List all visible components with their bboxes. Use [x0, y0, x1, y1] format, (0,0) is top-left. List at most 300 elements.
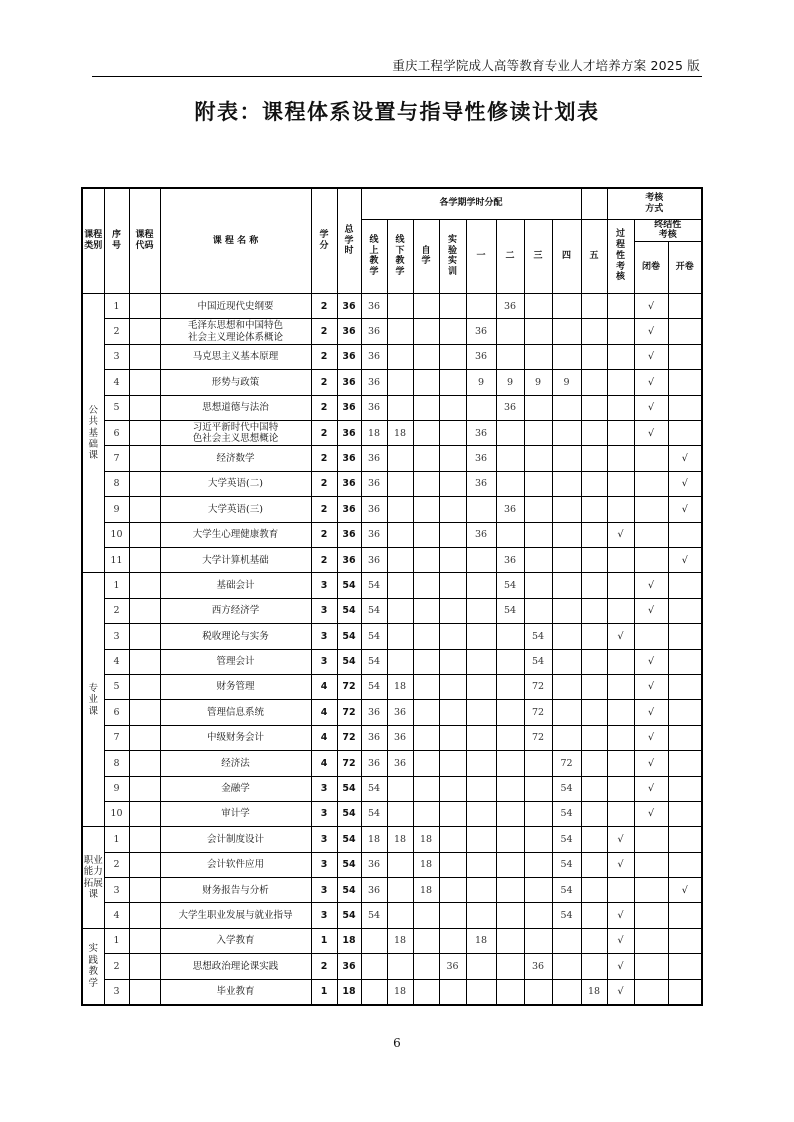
self-cell	[413, 319, 439, 344]
open-cell	[668, 700, 702, 725]
online-cell: 54	[361, 674, 387, 699]
offline-cell	[387, 446, 413, 471]
closed-cell: √	[634, 674, 668, 699]
total-hours-cell: 36	[337, 522, 361, 547]
offline-cell: 36	[387, 751, 413, 776]
course-name-cell: 大学生职业发展与就业指导	[160, 903, 311, 928]
lab-cell	[439, 776, 466, 801]
sem4-cell	[552, 421, 581, 446]
total-hours-cell: 54	[337, 801, 361, 826]
self-cell	[413, 294, 439, 319]
self-cell	[413, 344, 439, 369]
sem1-cell: 36	[466, 522, 496, 547]
open-cell	[668, 776, 702, 801]
credits-cell: 4	[311, 751, 337, 776]
total-hours-cell: 36	[337, 497, 361, 522]
lab-cell	[439, 878, 466, 903]
sem5-cell	[581, 725, 607, 750]
table-row	[82, 725, 702, 750]
col-online	[361, 219, 387, 294]
lab-cell	[439, 674, 466, 699]
credits-cell: 2	[311, 344, 337, 369]
course-plan-table	[81, 187, 703, 1006]
code-cell	[129, 878, 160, 903]
process-cell	[607, 421, 634, 446]
sem1-cell: 18	[466, 928, 496, 953]
credits-cell: 2	[311, 954, 337, 979]
offline-cell	[387, 598, 413, 623]
offline-cell	[387, 344, 413, 369]
open-cell	[668, 751, 702, 776]
sem1-cell	[466, 497, 496, 522]
total-hours-cell: 72	[337, 751, 361, 776]
course-name-cell: 大学英语(三)	[160, 497, 311, 522]
code-cell	[129, 395, 160, 420]
credits-cell: 3	[311, 801, 337, 826]
seq-cell: 7	[104, 725, 129, 750]
process-cell	[607, 751, 634, 776]
code-cell	[129, 776, 160, 801]
open-cell: √	[668, 471, 702, 496]
table-row	[82, 649, 702, 674]
col-online-label: 线 上 教 学	[369, 234, 379, 278]
seq-cell: 8	[104, 471, 129, 496]
sem3-cell	[524, 903, 552, 928]
closed-cell: √	[634, 319, 668, 344]
sem2-cell	[496, 471, 524, 496]
open-cell	[668, 344, 702, 369]
sem1-cell	[466, 674, 496, 699]
sem4-cell	[552, 624, 581, 649]
sem3-cell	[524, 751, 552, 776]
credits-cell: 3	[311, 573, 337, 598]
table-row	[82, 852, 702, 877]
col-sem4: 四	[552, 219, 581, 294]
credits-cell: 3	[311, 776, 337, 801]
sem1-cell	[466, 979, 496, 1004]
sem1-cell: 36	[466, 344, 496, 369]
code-cell	[129, 827, 160, 852]
sem1-cell	[466, 294, 496, 319]
sem2-cell	[496, 979, 524, 1004]
closed-cell	[634, 471, 668, 496]
course-name-cell: 习近平新时代中国特 色社会主义思想概论	[160, 421, 311, 446]
sem5-cell	[581, 598, 607, 623]
category-cell: 职业 能力 拓展 课	[82, 827, 104, 929]
closed-cell	[634, 446, 668, 471]
col-process	[607, 219, 634, 294]
lab-cell	[439, 903, 466, 928]
col-lab	[439, 219, 466, 294]
self-cell	[413, 751, 439, 776]
process-cell	[607, 395, 634, 420]
sem4-cell	[552, 598, 581, 623]
table-row	[82, 446, 702, 471]
seq-cell: 11	[104, 548, 129, 573]
process-cell: √	[607, 903, 634, 928]
sem4-cell: 54	[552, 852, 581, 877]
online-cell: 36	[361, 852, 387, 877]
online-cell: 36	[361, 497, 387, 522]
lab-cell	[439, 395, 466, 420]
col-assessment	[607, 188, 702, 219]
online-cell: 36	[361, 522, 387, 547]
sem1-cell	[466, 725, 496, 750]
online-cell: 18	[361, 421, 387, 446]
offline-cell	[387, 395, 413, 420]
credits-cell: 4	[311, 700, 337, 725]
self-cell	[413, 395, 439, 420]
sem1-cell	[466, 954, 496, 979]
sem5-cell	[581, 471, 607, 496]
closed-cell: √	[634, 573, 668, 598]
category-cell: 实 践 教 学	[82, 928, 104, 1004]
online-cell: 54	[361, 903, 387, 928]
open-cell	[668, 294, 702, 319]
code-cell	[129, 624, 160, 649]
credits-cell: 3	[311, 598, 337, 623]
seq-cell: 1	[104, 573, 129, 598]
sem3-cell	[524, 522, 552, 547]
sem3-cell: 72	[524, 725, 552, 750]
sem4-cell	[552, 522, 581, 547]
online-cell: 36	[361, 725, 387, 750]
offline-cell	[387, 548, 413, 573]
open-cell	[668, 421, 702, 446]
sem1-cell	[466, 852, 496, 877]
col-category-label: 课程 类别	[84, 230, 103, 252]
online-cell: 18	[361, 827, 387, 852]
course-name-cell: 大学生心理健康教育	[160, 522, 311, 547]
sem5-cell	[581, 497, 607, 522]
course-name-cell: 会计制度设计	[160, 827, 311, 852]
online-cell: 36	[361, 370, 387, 395]
self-cell	[413, 776, 439, 801]
col-open: 开卷	[668, 242, 702, 294]
sem1-cell: 36	[466, 421, 496, 446]
sem3-cell	[524, 598, 552, 623]
open-cell	[668, 522, 702, 547]
self-cell	[413, 421, 439, 446]
closed-cell: √	[634, 649, 668, 674]
table-row	[82, 954, 702, 979]
table-row	[82, 878, 702, 903]
lab-cell	[439, 598, 466, 623]
sem4-cell	[552, 471, 581, 496]
sem3-cell	[524, 573, 552, 598]
offline-cell: 36	[387, 725, 413, 750]
sem2-cell: 36	[496, 395, 524, 420]
process-cell	[607, 497, 634, 522]
sem4-cell	[552, 548, 581, 573]
lab-cell	[439, 624, 466, 649]
total-hours-cell: 72	[337, 725, 361, 750]
course-name-cell: 马克思主义基本原理	[160, 344, 311, 369]
sem5-cell	[581, 294, 607, 319]
col-total-hours-label: 总 学 时	[344, 224, 354, 257]
online-cell: 36	[361, 471, 387, 496]
sem4-cell	[552, 954, 581, 979]
page-number: 6	[393, 1036, 401, 1050]
online-cell	[361, 979, 387, 1004]
sem3-cell	[524, 878, 552, 903]
col-final	[634, 219, 702, 242]
table-row	[82, 928, 702, 953]
total-hours-cell: 72	[337, 700, 361, 725]
code-cell	[129, 954, 160, 979]
online-cell: 54	[361, 776, 387, 801]
course-name-cell: 会计软件应用	[160, 852, 311, 877]
course-name-cell: 毕业教育	[160, 979, 311, 1004]
sem2-cell	[496, 319, 524, 344]
code-cell	[129, 725, 160, 750]
col-code	[129, 188, 160, 294]
course-name-cell: 金融学	[160, 776, 311, 801]
table-row	[82, 700, 702, 725]
total-hours-cell: 54	[337, 573, 361, 598]
course-name-cell: 入学教育	[160, 928, 311, 953]
closed-cell: √	[634, 395, 668, 420]
process-cell: √	[607, 827, 634, 852]
process-cell	[607, 344, 634, 369]
lab-cell	[439, 751, 466, 776]
sem4-cell	[552, 446, 581, 471]
closed-cell: √	[634, 751, 668, 776]
course-name-cell: 中国近现代史纲要	[160, 294, 311, 319]
course-name-cell: 税收理论与实务	[160, 624, 311, 649]
closed-cell	[634, 852, 668, 877]
course-name-cell: 西方经济学	[160, 598, 311, 623]
open-cell: √	[668, 446, 702, 471]
lab-cell	[439, 827, 466, 852]
code-cell	[129, 573, 160, 598]
col-hours-dist: 各学期学时分配	[361, 188, 581, 219]
sem5-cell	[581, 522, 607, 547]
self-cell	[413, 471, 439, 496]
total-hours-cell: 36	[337, 370, 361, 395]
self-cell: 18	[413, 827, 439, 852]
sem4-cell: 54	[552, 878, 581, 903]
credits-cell: 3	[311, 903, 337, 928]
closed-cell: √	[634, 370, 668, 395]
sem5-cell	[581, 421, 607, 446]
credits-cell: 4	[311, 725, 337, 750]
closed-cell: √	[634, 700, 668, 725]
sem1-cell	[466, 649, 496, 674]
sem2-cell	[496, 776, 524, 801]
process-cell	[607, 548, 634, 573]
self-cell	[413, 522, 439, 547]
credits-cell: 3	[311, 649, 337, 674]
col-total-hours	[337, 188, 361, 294]
sem1-cell	[466, 395, 496, 420]
open-cell	[668, 801, 702, 826]
lab-cell	[439, 852, 466, 877]
course-name-cell: 大学计算机基础	[160, 548, 311, 573]
sem3-cell	[524, 471, 552, 496]
sem3-cell: 54	[524, 649, 552, 674]
course-plan-body	[82, 294, 702, 1005]
seq-cell: 1	[104, 928, 129, 953]
sem5-cell	[581, 954, 607, 979]
self-cell	[413, 370, 439, 395]
course-name-cell: 形势与政策	[160, 370, 311, 395]
lab-cell	[439, 446, 466, 471]
online-cell	[361, 928, 387, 953]
seq-cell: 10	[104, 801, 129, 826]
table-row	[82, 573, 702, 598]
offline-cell	[387, 776, 413, 801]
self-cell	[413, 979, 439, 1004]
self-cell	[413, 725, 439, 750]
sem4-cell	[552, 319, 581, 344]
sem4-cell: 72	[552, 751, 581, 776]
open-cell	[668, 954, 702, 979]
credits-cell: 2	[311, 319, 337, 344]
header-rule	[92, 76, 702, 77]
sem3-cell: 36	[524, 954, 552, 979]
total-hours-cell: 36	[337, 294, 361, 319]
closed-cell	[634, 928, 668, 953]
sem3-cell	[524, 344, 552, 369]
self-cell	[413, 700, 439, 725]
code-cell	[129, 801, 160, 826]
sem2-cell	[496, 421, 524, 446]
sem5-cell	[581, 446, 607, 471]
code-cell	[129, 928, 160, 953]
code-cell	[129, 294, 160, 319]
seq-cell: 1	[104, 294, 129, 319]
offline-cell	[387, 573, 413, 598]
col-seq	[104, 188, 129, 294]
sem5-cell	[581, 776, 607, 801]
self-cell	[413, 573, 439, 598]
lab-cell	[439, 370, 466, 395]
table-row	[82, 903, 702, 928]
sem3-cell: 72	[524, 674, 552, 699]
sem1-cell	[466, 598, 496, 623]
running-header: 重庆工程学院成人高等教育专业人才培养方案 2025 版	[392, 58, 700, 73]
total-hours-cell: 54	[337, 598, 361, 623]
self-cell	[413, 598, 439, 623]
process-cell	[607, 776, 634, 801]
sem1-cell: 9	[466, 370, 496, 395]
offline-cell	[387, 649, 413, 674]
lab-cell	[439, 522, 466, 547]
closed-cell: √	[634, 776, 668, 801]
open-cell: √	[668, 548, 702, 573]
credits-cell: 2	[311, 421, 337, 446]
self-cell	[413, 954, 439, 979]
self-cell	[413, 649, 439, 674]
total-hours-cell: 54	[337, 878, 361, 903]
process-cell	[607, 598, 634, 623]
seq-cell: 4	[104, 649, 129, 674]
offline-cell	[387, 624, 413, 649]
sem5-cell	[581, 674, 607, 699]
sem1-cell	[466, 624, 496, 649]
seq-cell: 3	[104, 344, 129, 369]
course-name-cell: 中级财务会计	[160, 725, 311, 750]
sem1-cell	[466, 903, 496, 928]
offline-cell	[387, 852, 413, 877]
sem4-cell: 54	[552, 903, 581, 928]
sem2-cell: 36	[496, 548, 524, 573]
code-cell	[129, 471, 160, 496]
table-row	[82, 294, 702, 319]
online-cell: 36	[361, 395, 387, 420]
sem3-cell	[524, 801, 552, 826]
sem1-cell	[466, 751, 496, 776]
online-cell: 54	[361, 573, 387, 598]
open-cell	[668, 624, 702, 649]
sem2-cell	[496, 700, 524, 725]
table-row	[82, 344, 702, 369]
lab-cell	[439, 421, 466, 446]
closed-cell	[634, 522, 668, 547]
sem3-cell	[524, 497, 552, 522]
closed-cell: √	[634, 725, 668, 750]
code-cell	[129, 700, 160, 725]
seq-cell: 3	[104, 878, 129, 903]
sem2-cell	[496, 751, 524, 776]
self-cell: 18	[413, 878, 439, 903]
code-cell	[129, 421, 160, 446]
online-cell: 54	[361, 801, 387, 826]
sem1-cell: 36	[466, 446, 496, 471]
sem2-cell	[496, 522, 524, 547]
offline-cell	[387, 954, 413, 979]
closed-cell: √	[634, 421, 668, 446]
credits-cell: 2	[311, 294, 337, 319]
sem5-cell	[581, 751, 607, 776]
process-cell: √	[607, 928, 634, 953]
total-hours-cell: 72	[337, 674, 361, 699]
sem4-cell	[552, 674, 581, 699]
offline-cell	[387, 319, 413, 344]
sem1-cell	[466, 878, 496, 903]
sem4-cell: 9	[552, 370, 581, 395]
lab-cell: 36	[439, 954, 466, 979]
sem1-cell	[466, 548, 496, 573]
sem5-cell	[581, 827, 607, 852]
self-cell	[413, 624, 439, 649]
total-hours-cell: 54	[337, 776, 361, 801]
offline-cell: 36	[387, 700, 413, 725]
online-cell: 36	[361, 344, 387, 369]
credits-cell: 3	[311, 852, 337, 877]
seq-cell: 5	[104, 395, 129, 420]
lab-cell	[439, 928, 466, 953]
sem5-cell: 18	[581, 979, 607, 1004]
closed-cell: √	[634, 344, 668, 369]
offline-cell	[387, 801, 413, 826]
total-hours-cell: 18	[337, 979, 361, 1004]
closed-cell	[634, 548, 668, 573]
offline-cell: 18	[387, 674, 413, 699]
sem4-cell	[552, 294, 581, 319]
col-code-label: 课程 代码	[135, 230, 154, 252]
sem5-cell	[581, 928, 607, 953]
course-name-cell: 思想政治理论课实践	[160, 954, 311, 979]
offline-cell: 18	[387, 827, 413, 852]
code-cell	[129, 979, 160, 1004]
sem2-cell	[496, 344, 524, 369]
col-sem5: 五	[581, 219, 607, 294]
table-row	[82, 421, 702, 446]
process-cell	[607, 725, 634, 750]
sem5-cell	[581, 573, 607, 598]
